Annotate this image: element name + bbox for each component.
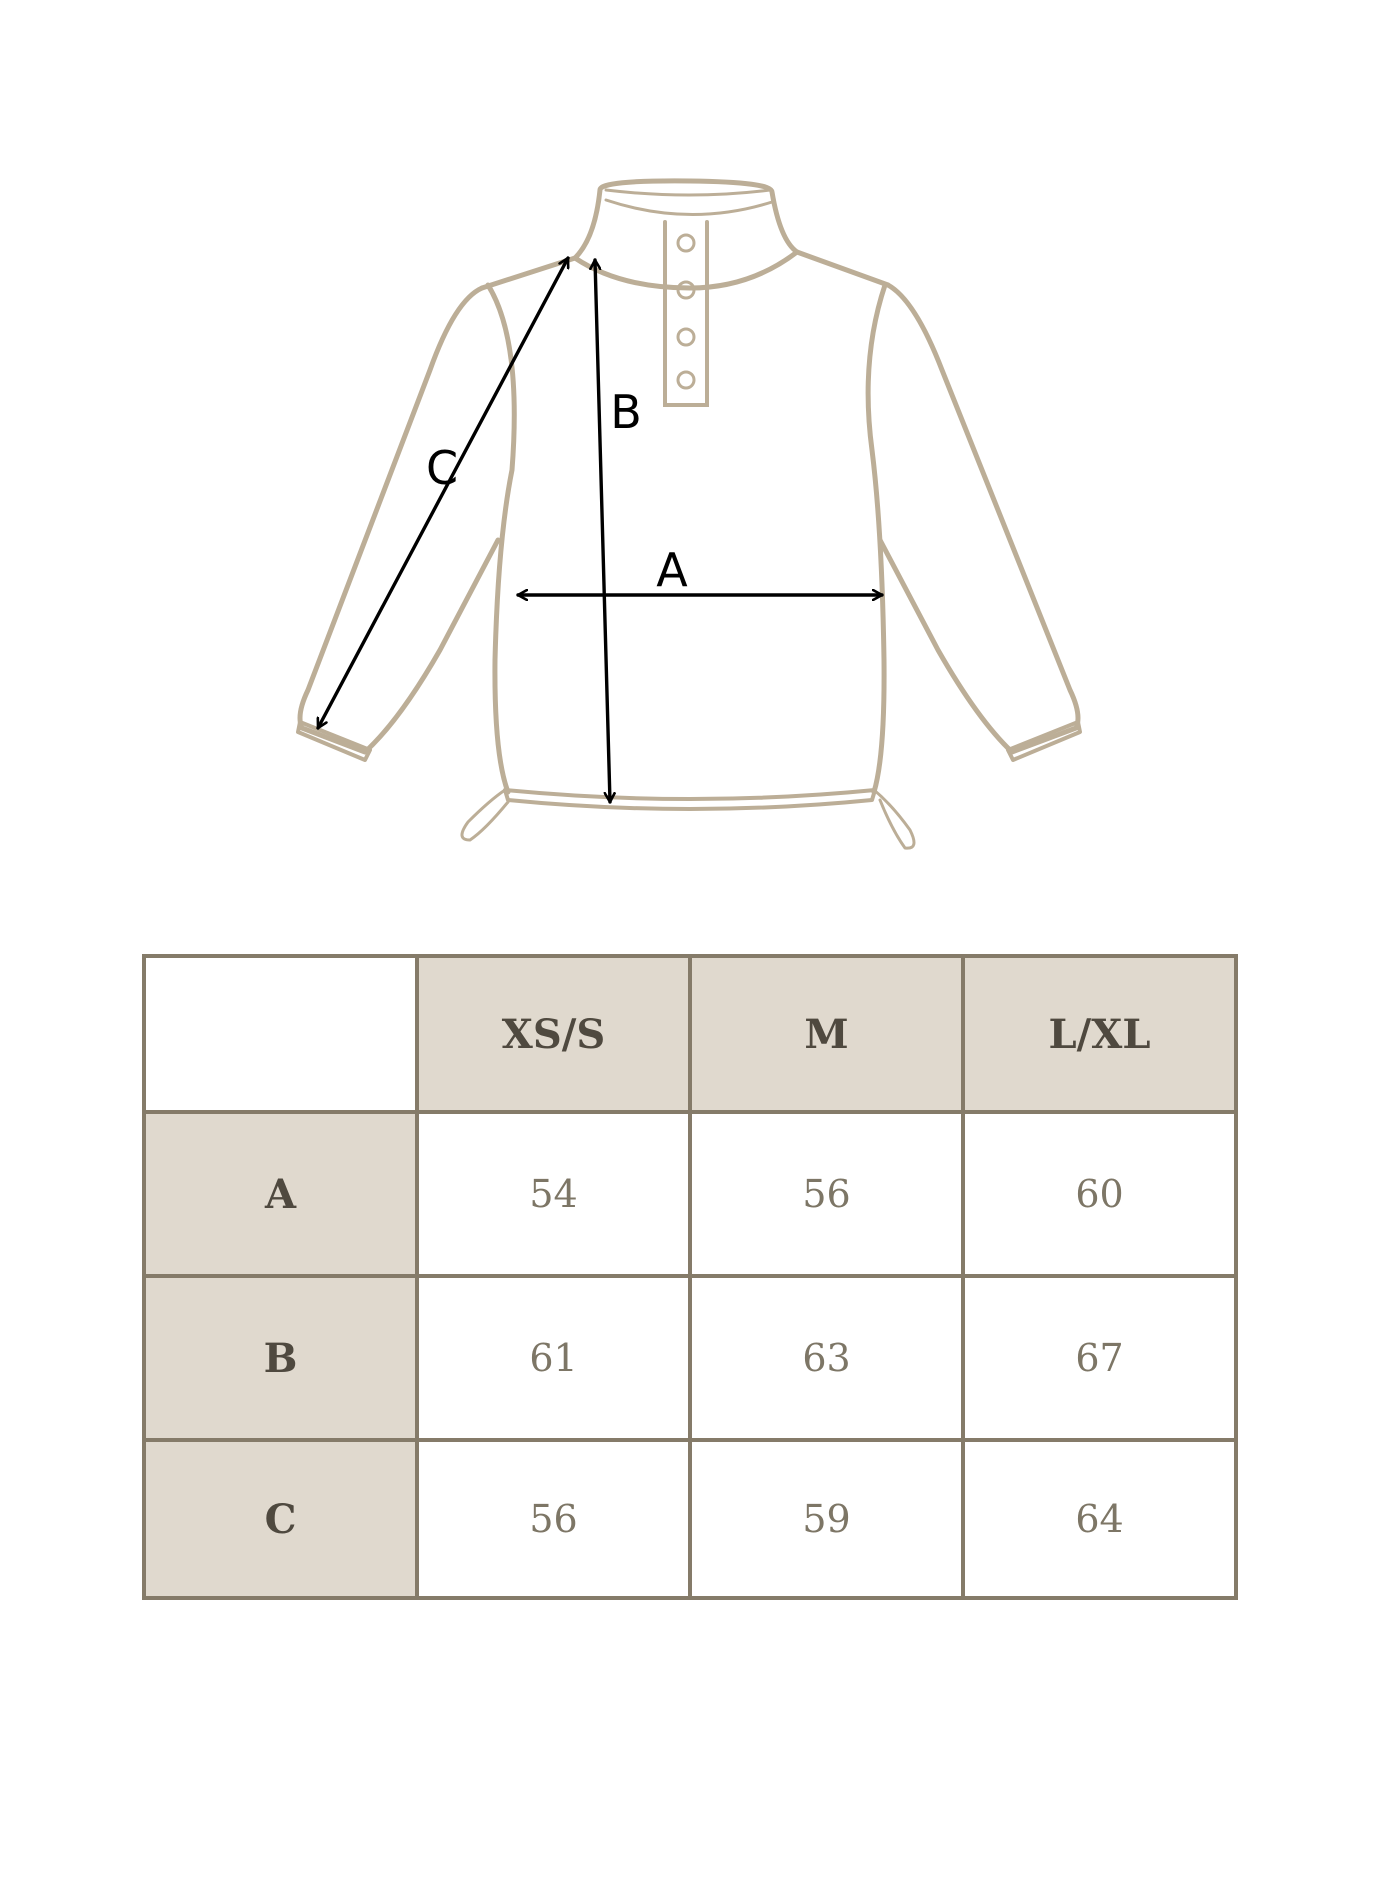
sleeve-right-outer bbox=[880, 285, 1078, 752]
body-right-side bbox=[868, 285, 885, 792]
table-cell: 56 bbox=[417, 1440, 690, 1598]
placket-outline bbox=[665, 222, 707, 405]
sleeve-left-outer bbox=[300, 288, 498, 752]
snap-placket bbox=[665, 222, 707, 405]
measurement-arrows bbox=[318, 258, 882, 802]
column-header-l-xl: L/XL bbox=[963, 956, 1236, 1112]
table-cell: 59 bbox=[690, 1440, 963, 1598]
size-chart-table bbox=[142, 954, 1238, 1600]
row-header-b: B bbox=[144, 1276, 417, 1440]
shoulder-right bbox=[797, 252, 888, 285]
table-corner-cell bbox=[144, 956, 417, 1112]
drawstring-right bbox=[874, 790, 914, 848]
table-cell: 67 bbox=[963, 1276, 1236, 1440]
snap-button bbox=[678, 329, 694, 345]
table-cell: 64 bbox=[963, 1440, 1236, 1598]
label-c: C bbox=[425, 441, 459, 495]
drawstring-left bbox=[462, 790, 508, 840]
hem-band bbox=[505, 790, 875, 809]
table-cell: 61 bbox=[417, 1276, 690, 1440]
body-left-side bbox=[488, 285, 514, 792]
collar-top-band bbox=[606, 190, 770, 195]
table-cell: 56 bbox=[690, 1112, 963, 1276]
snap-button bbox=[678, 372, 694, 388]
arrow-b-body-length bbox=[595, 260, 610, 802]
table-row bbox=[144, 1440, 1236, 1598]
table-row bbox=[144, 1276, 1236, 1440]
table-row bbox=[144, 1112, 1236, 1276]
column-header-xs-s: XS/S bbox=[417, 956, 690, 1112]
row-header-a: A bbox=[144, 1112, 417, 1276]
label-b: B bbox=[610, 385, 642, 439]
table-cell: 63 bbox=[690, 1276, 963, 1440]
snap-button bbox=[678, 235, 694, 251]
table-cell: 60 bbox=[963, 1112, 1236, 1276]
garment-measurement-diagram bbox=[0, 0, 1400, 900]
label-a: A bbox=[656, 543, 688, 597]
row-header-c: C bbox=[144, 1440, 417, 1598]
table-header-row bbox=[144, 956, 1236, 1112]
column-header-m: M bbox=[690, 956, 963, 1112]
table-cell: 54 bbox=[417, 1112, 690, 1276]
collar-inner-line bbox=[606, 200, 772, 215]
